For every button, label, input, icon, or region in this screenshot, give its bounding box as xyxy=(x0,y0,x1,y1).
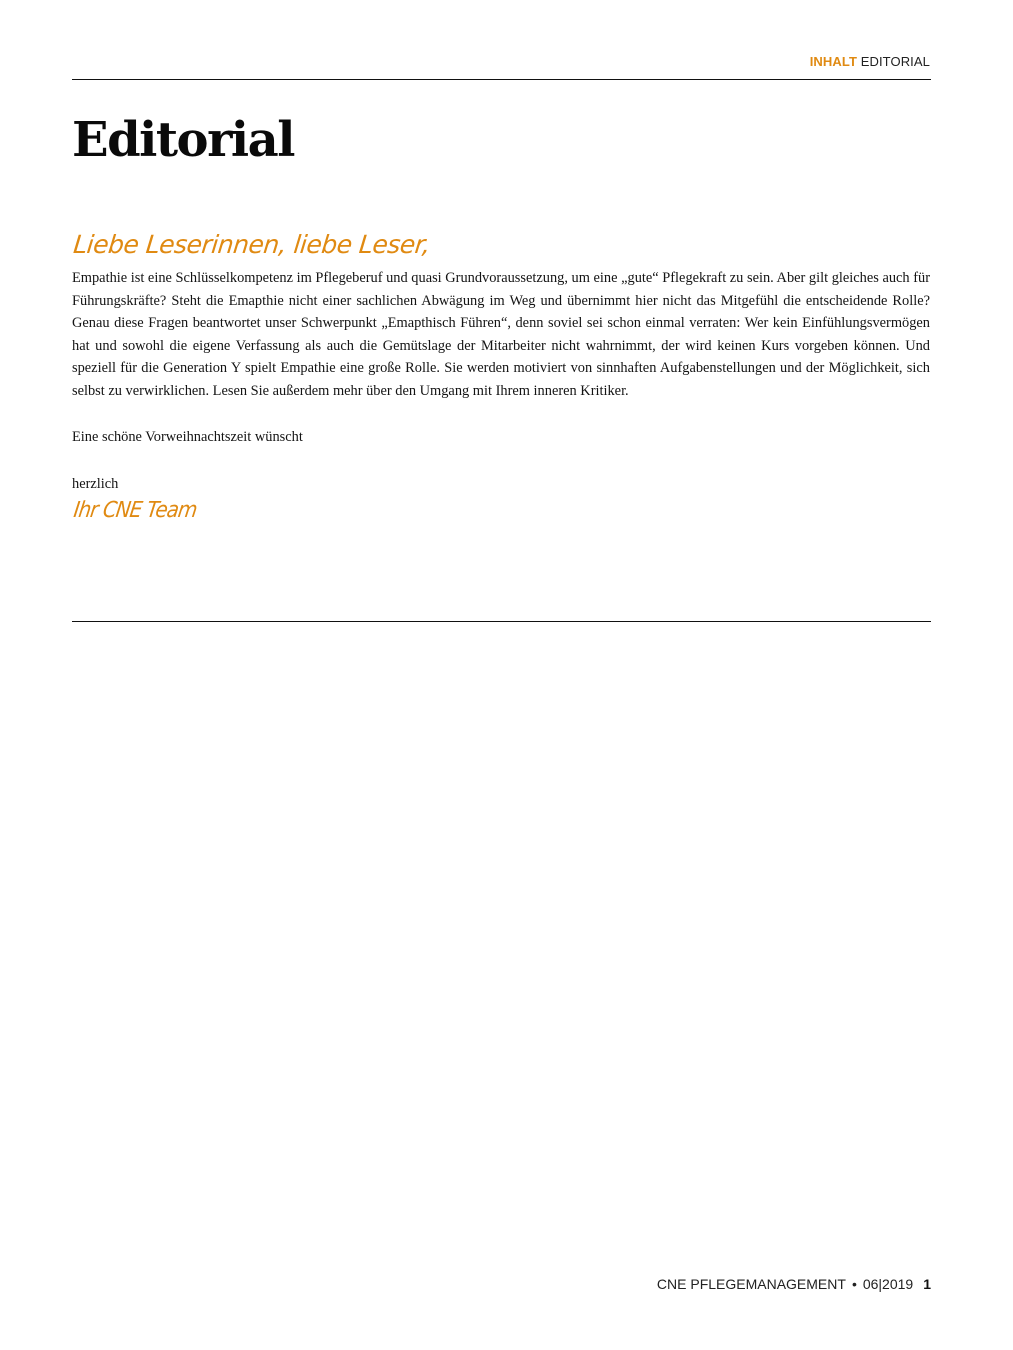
header-page-label: EDITORIAL xyxy=(860,54,930,69)
page-number: 1 xyxy=(923,1276,931,1292)
signature: Ihr CNE Team xyxy=(72,498,199,523)
footer-issue: 06|2019 xyxy=(862,1276,914,1292)
running-header xyxy=(810,54,930,69)
header-section-label: INHALT xyxy=(809,54,857,69)
page-title: Editorial xyxy=(72,112,294,168)
salutation: Liebe Leserinnen, liebe Leser, xyxy=(72,230,432,259)
footer-bullet: • xyxy=(851,1276,857,1292)
editorial-body: Empathie ist eine Schlüsselkompetenz im Pflegeberuf und quasi Grundvoraussetzung, um eine „gute“ Pflegekraft zu sein. Aber gilt gleiches auch für Führungskräfte? Steht die Emapthie nicht einer sachlichen Abwägung im Weg und übernimmt hier nicht das Mitgefühl die entscheidende Rolle? Genau diese Fragen beantwortet unser Schwerpunkt „Emapthisch Führen“, denn soviel sei schon einmal verraten: Wer kein Einfühlungsvermögen hat und sowohl die eigene Verfassung als auch die Gemütslage der Mitarbeiter nicht wahrnimmt, der wird keinen Kurs vorgeben können. Und speziell für die Generation Y spielt Empathie eine große Rolle. Sie werden motiviert von sinnhaften Aufgabenstellungen und der Möglichkeit, sich selbst zu verwirklichen. Lesen Sie außerdem mehr über den Umgang mit Ihrem inneren Kritiker. xyxy=(72,270,930,399)
footer-publication: CNE PFLEGEMANAGEMENT xyxy=(656,1276,846,1292)
closing-line: Eine schöne Vorweihnachtszeit wünscht xyxy=(72,429,303,445)
regards-line: herzlich xyxy=(72,476,119,492)
top-divider xyxy=(72,79,931,80)
page-footer xyxy=(657,1276,931,1292)
bottom-divider xyxy=(72,621,931,622)
